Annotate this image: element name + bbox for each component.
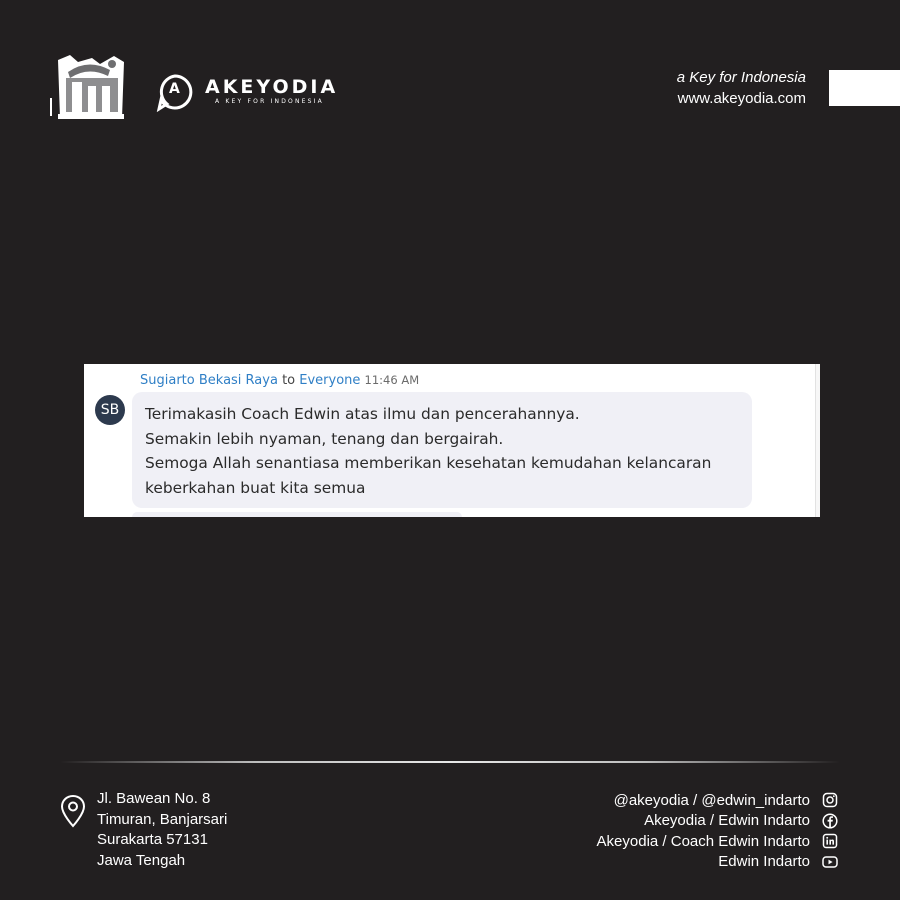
to-word: to — [282, 373, 296, 388]
brand-name: AKEYODIA — [205, 76, 339, 98]
accent-bar — [829, 70, 900, 106]
social-linkedin[interactable] — [597, 831, 838, 852]
location-pin-icon — [60, 794, 86, 828]
avatar: SB — [95, 395, 125, 425]
message-bubble — [132, 392, 752, 508]
brand-tagline: A KEY FOR INDONESIA — [215, 98, 324, 105]
chat-message-card — [84, 364, 820, 517]
linkedin-handle: Akeyodia / Coach Edwin Indarto — [596, 832, 810, 850]
linkedin-icon — [822, 833, 838, 849]
address-line: Timuran, Banjarsari — [97, 810, 228, 828]
recipient-name[interactable]: Everyone — [299, 373, 361, 388]
footer-divider — [60, 761, 840, 763]
social-instagram[interactable] — [597, 790, 838, 811]
facebook-icon — [822, 813, 838, 829]
message-line: Semakin lebih nyaman, tenang dan bergairah. — [145, 429, 504, 448]
social-youtube[interactable] — [597, 852, 838, 873]
message-line: Terimakasih Coach Edwin atas ilmu dan pencerahannya. — [145, 405, 580, 423]
address-block — [97, 789, 227, 871]
message-line: Semoga Allah senantiasa memberikan kesehatan kemudahan kelancaran — [145, 454, 712, 472]
message-time: 11:46 AM — [364, 373, 420, 387]
scrollbar[interactable] — [815, 364, 820, 517]
sender-name[interactable]: Sugiarto Bekasi Raya — [140, 373, 278, 388]
address-line: Surakarta 57131 — [97, 831, 208, 848]
social-links — [597, 790, 838, 872]
youtube-icon — [822, 854, 838, 870]
facebook-handle: Akeyodia / Edwin Indarto — [644, 812, 810, 830]
instagram-handle: @akeyodia / @edwin_indarto — [613, 791, 810, 809]
address-line: Jawa Tengah — [97, 851, 186, 869]
brand-badge-letter: A — [169, 81, 180, 97]
youtube-handle: Edwin Indarto — [718, 853, 810, 871]
tagline: a Key for Indonesia — [676, 69, 806, 86]
chat-message-header — [140, 373, 419, 388]
instagram-icon — [822, 792, 838, 808]
message-text — [145, 402, 711, 500]
logo-m-icon — [48, 50, 128, 122]
next-message-bubble — [132, 512, 462, 517]
social-facebook[interactable] — [597, 811, 838, 832]
website-link[interactable]: www.akeyodia.com — [677, 90, 806, 107]
message-line: keberkahan buat kita semua — [145, 478, 366, 497]
address-line: Jl. Bawean No. 8 — [97, 790, 211, 807]
